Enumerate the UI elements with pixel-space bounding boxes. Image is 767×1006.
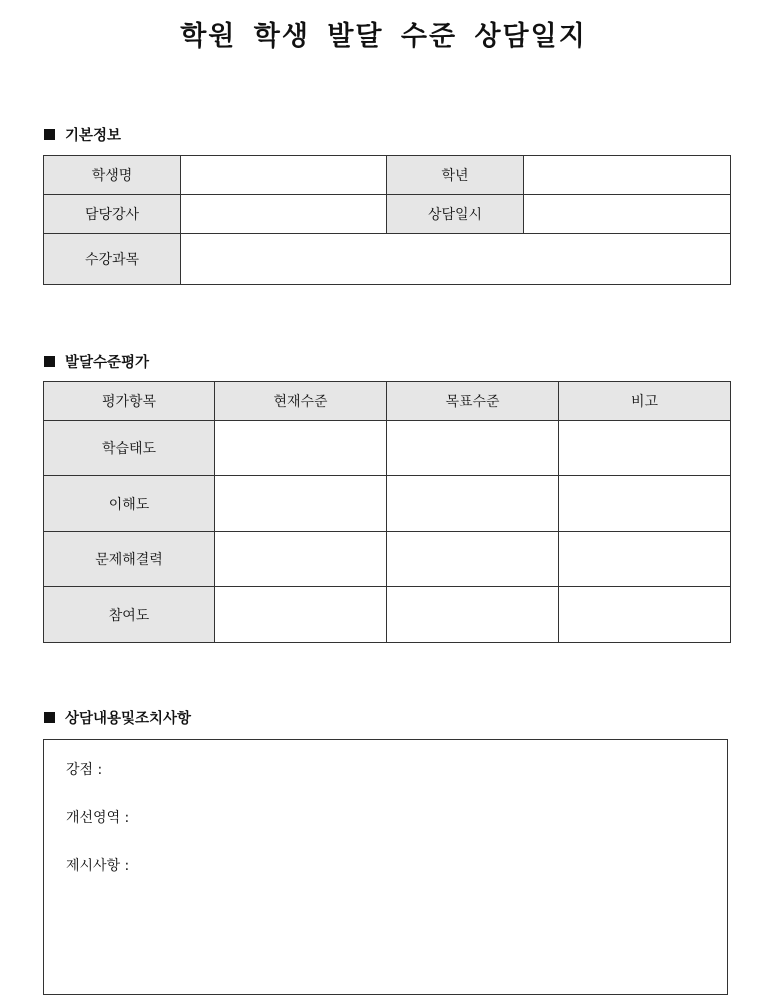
evaluation-table: [43, 381, 731, 643]
target-level-cell[interactable]: [387, 532, 559, 587]
current-level-cell[interactable]: [215, 532, 387, 587]
counseling-notes-box[interactable]: [43, 739, 728, 995]
section-heading-counseling: [44, 707, 191, 728]
target-level-cell[interactable]: [387, 421, 559, 476]
table-row: [44, 587, 731, 643]
table-row: [44, 156, 731, 195]
square-bullet-icon: [44, 356, 55, 367]
subject-field[interactable]: [181, 234, 731, 285]
counsel-datetime-label: 상담일시: [387, 195, 524, 234]
student-name-label: 학생명: [44, 156, 181, 195]
section-heading-label: 발달수준평가: [65, 355, 150, 371]
square-bullet-icon: [44, 129, 55, 140]
suggestions-line: 제시사항 :: [66, 858, 130, 874]
grade-field[interactable]: [524, 156, 731, 195]
target-level-cell[interactable]: [387, 476, 559, 532]
subject-label: 수강과목: [44, 234, 181, 285]
evaluation-item-label: 학습태도: [44, 421, 215, 476]
teacher-field[interactable]: [181, 195, 387, 234]
evaluation-item-label: 이해도: [44, 476, 215, 532]
strengths-line: 강점 :: [66, 762, 103, 778]
section-heading-label: 상담내용및조치사항: [65, 711, 192, 727]
note-cell[interactable]: [559, 421, 731, 476]
section-heading-label: 기본정보: [65, 128, 122, 144]
table-row: [44, 195, 731, 234]
improvement-area-line: 개선영역 :: [66, 810, 130, 826]
table-row: [44, 532, 731, 587]
student-name-field[interactable]: [181, 156, 387, 195]
note-cell[interactable]: [559, 587, 731, 643]
counsel-datetime-field[interactable]: [524, 195, 731, 234]
table-row: [44, 234, 731, 285]
document-title: 학원 학생 발달 수준 상담일지: [180, 21, 587, 52]
basic-info-table: [43, 155, 731, 285]
current-level-cell[interactable]: [215, 421, 387, 476]
grade-label: 학년: [387, 156, 524, 195]
table-row: [44, 476, 731, 532]
table-header-row: [44, 382, 731, 421]
target-level-cell[interactable]: [387, 587, 559, 643]
column-header-current: 현재수준: [215, 382, 387, 421]
section-heading-basic-info: [44, 124, 121, 145]
note-cell[interactable]: [559, 532, 731, 587]
current-level-cell[interactable]: [215, 476, 387, 532]
note-cell[interactable]: [559, 476, 731, 532]
table-row: [44, 421, 731, 476]
evaluation-item-label: 참여도: [44, 587, 215, 643]
section-heading-evaluation: [44, 351, 149, 372]
column-header-note: 비고: [559, 382, 731, 421]
current-level-cell[interactable]: [215, 587, 387, 643]
column-header-target: 목표수준: [387, 382, 559, 421]
evaluation-item-label: 문제해결력: [44, 532, 215, 587]
column-header-item: 평가항목: [44, 382, 215, 421]
square-bullet-icon: [44, 712, 55, 723]
teacher-label: 담당강사: [44, 195, 181, 234]
